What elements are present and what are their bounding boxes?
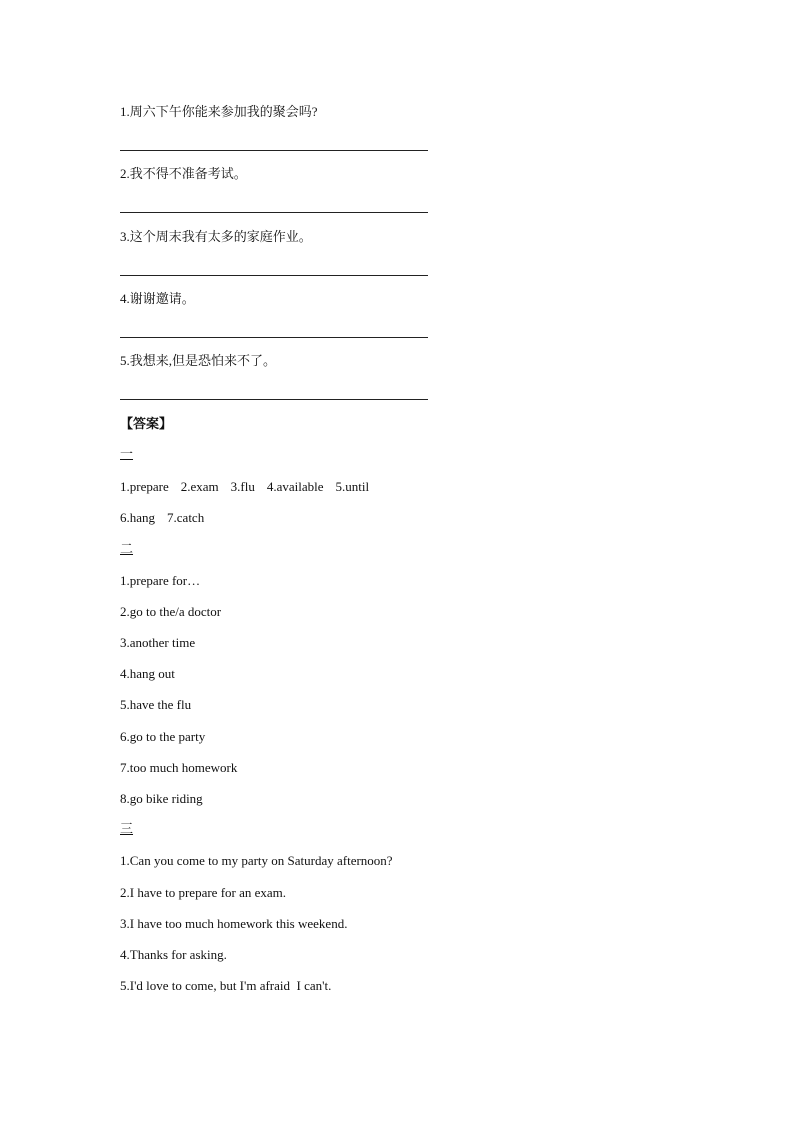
answer-item: 5.until bbox=[335, 479, 370, 494]
answer-item: 1.prepare bbox=[120, 479, 169, 494]
section-1-label: 一 bbox=[120, 446, 134, 461]
section-3-item: 5.I'd love to come, but I'm afraid I can't. bbox=[120, 978, 332, 993]
question-2: 2.我不得不准备考试。 bbox=[120, 166, 247, 181]
section-2-item: 6.go to the party bbox=[120, 729, 206, 744]
question-5: 5.我想来,但是恐怕来不了。 bbox=[120, 353, 277, 368]
section-3-item: 2.I have to prepare for an exam. bbox=[120, 885, 287, 900]
section-2-item: 2.go to the/a doctor bbox=[120, 604, 222, 619]
answer-item: 4.available bbox=[266, 479, 324, 494]
question-3: 3.这个周末我有太多的家庭作业。 bbox=[120, 229, 312, 244]
answer-item: 6.hang bbox=[120, 510, 156, 525]
section-3-label: 三 bbox=[120, 821, 134, 836]
section-3-item: 4.Thanks for asking. bbox=[120, 947, 227, 962]
question-1: 1.周六下午你能来参加我的聚会吗? bbox=[120, 104, 318, 119]
section-2-item: 3.another time bbox=[120, 635, 196, 650]
section-2-item: 7.too much homework bbox=[120, 760, 238, 775]
section-1-row-1 bbox=[120, 479, 369, 495]
section-2-label: 二 bbox=[120, 541, 134, 556]
answer-line-2 bbox=[120, 212, 428, 213]
answer-line-3 bbox=[120, 275, 428, 276]
section-3-item: 1.Can you come to my party on Saturday afternoon? bbox=[120, 853, 393, 868]
answer-line-4 bbox=[120, 337, 428, 338]
question-4: 4.谢谢邀请。 bbox=[120, 291, 195, 306]
section-2-item: 8.go bike riding bbox=[120, 791, 203, 806]
section-2-item: 5.have the flu bbox=[120, 697, 192, 712]
section-2-item: 1.prepare for… bbox=[120, 573, 201, 588]
answer-item: 7.catch bbox=[167, 510, 205, 525]
answer-item: 2.exam bbox=[180, 479, 219, 494]
section-3-item: 3.I have too much homework this weekend. bbox=[120, 916, 348, 931]
section-1-row-2 bbox=[120, 510, 204, 526]
answers-heading: 【答案】 bbox=[120, 416, 173, 431]
answer-line-1 bbox=[120, 150, 428, 151]
answer-item: 3.flu bbox=[230, 479, 255, 494]
answer-line-5 bbox=[120, 399, 428, 400]
section-2-item: 4.hang out bbox=[120, 666, 175, 681]
